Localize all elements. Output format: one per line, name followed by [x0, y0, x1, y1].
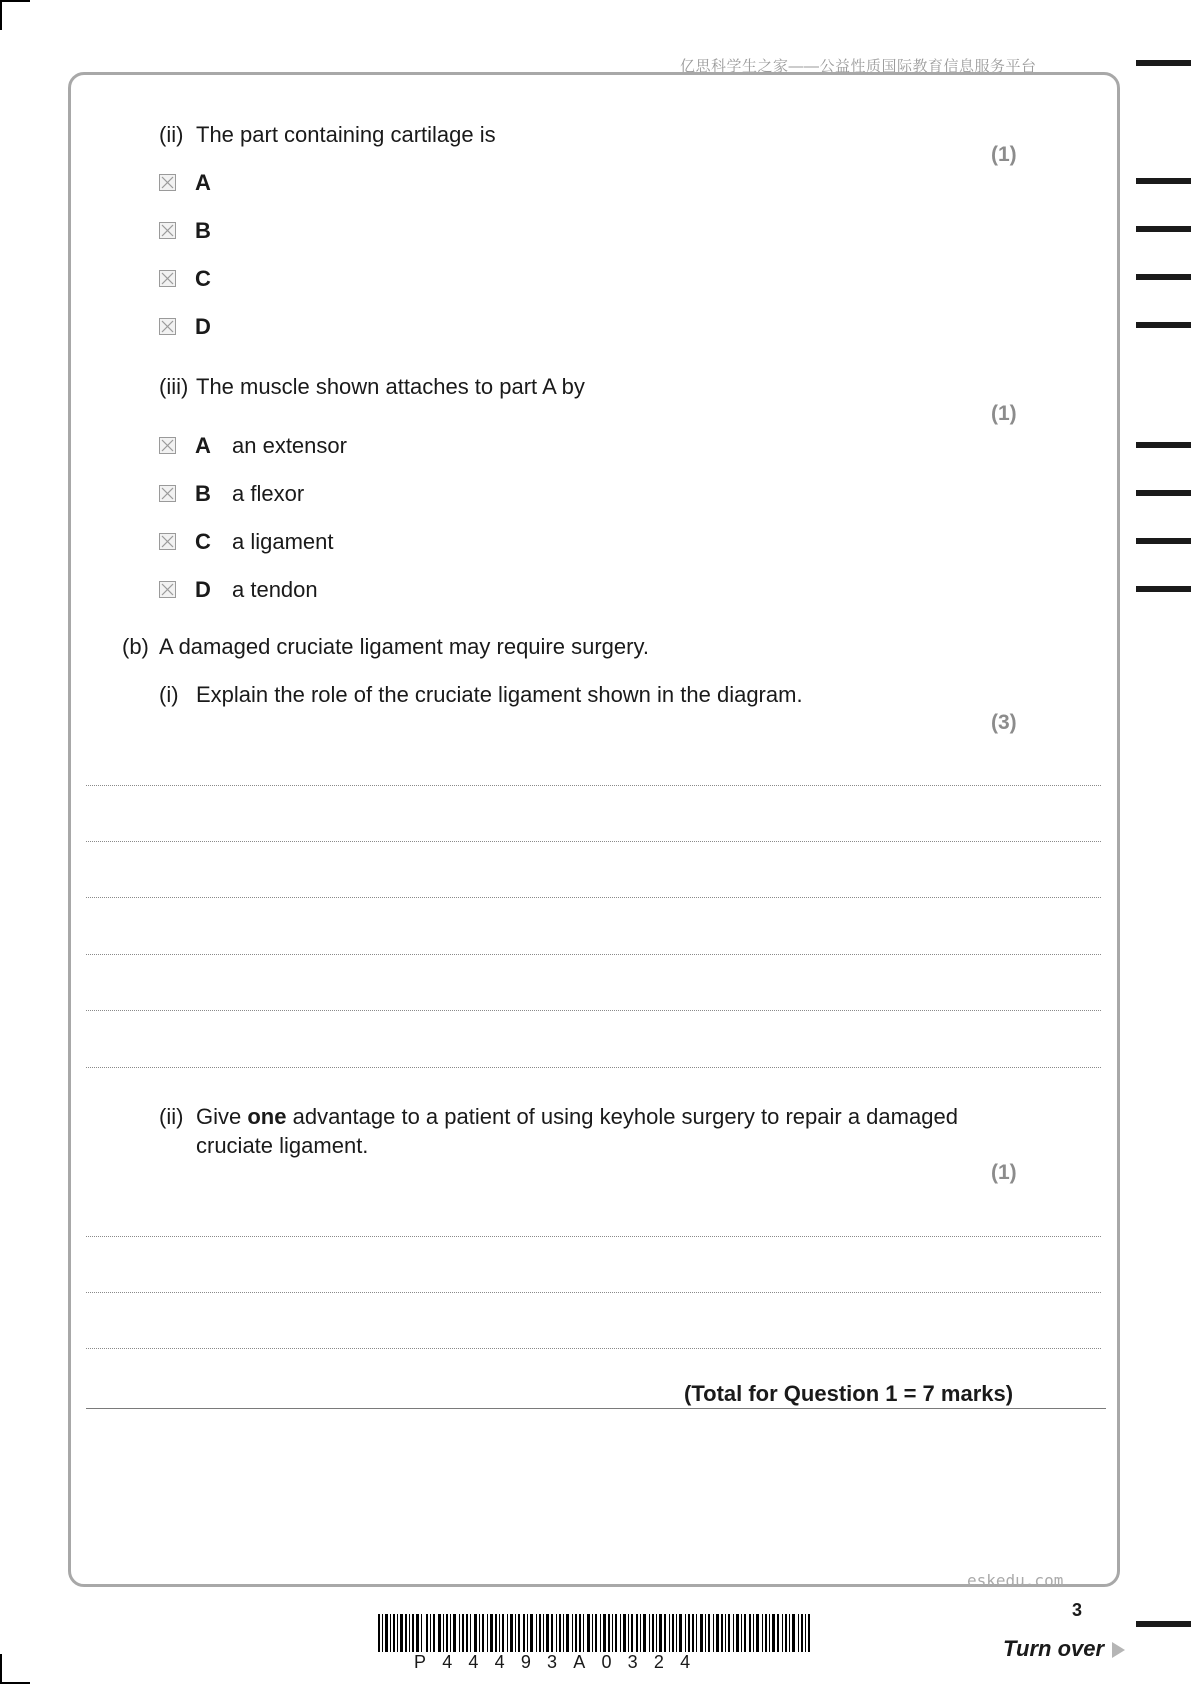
question-ii-text: The part containing cartilage is [196, 122, 496, 147]
cross-icon [160, 534, 175, 549]
option-c-letter: C [195, 529, 211, 554]
total-marks: (Total for Question 1 = 7 marks) [684, 1381, 1014, 1406]
option-b-letter: B [195, 481, 211, 506]
question-b-i-number: (i) [159, 682, 179, 707]
corner-mark-top-left [0, 0, 2, 30]
question-iii-text: The muscle shown attaches to part A by [196, 374, 585, 399]
option-c-checkbox[interactable] [159, 270, 176, 287]
page-number: 3 [1072, 1600, 1083, 1620]
cross-icon [160, 175, 175, 190]
answer-line[interactable] [86, 1292, 1101, 1293]
option-b-text: a flexor [232, 481, 305, 506]
barcode-number: P44493A0324 [414, 1652, 707, 1672]
edge-tick [1136, 274, 1191, 280]
cross-icon [160, 319, 175, 334]
question-b-ii-text-after: advantage to a patient of using keyhole surgery to repair a damaged [286, 1104, 958, 1129]
total-divider [86, 1408, 1106, 1409]
answer-line[interactable] [86, 1067, 1101, 1068]
answer-line[interactable] [86, 841, 1101, 842]
cross-icon [160, 223, 175, 238]
cross-icon [160, 438, 175, 453]
question-frame [68, 72, 1120, 1587]
barcode [378, 1614, 810, 1652]
option-d-text: a tendon [232, 577, 318, 602]
option-b-letter: B [195, 218, 211, 243]
question-b-ii-text-before: Give [196, 1104, 248, 1129]
answer-line[interactable] [86, 897, 1101, 898]
question-b-ii-emphasis: one [247, 1104, 287, 1129]
answer-line[interactable] [86, 954, 1101, 955]
answer-line[interactable] [86, 1348, 1101, 1349]
question-b-text: A damaged cruciate ligament may require surgery. [159, 634, 649, 659]
turn-over-text: Turn over [1003, 1636, 1105, 1661]
answer-line[interactable] [86, 785, 1101, 786]
edge-tick [1136, 538, 1191, 544]
option-d-letter: D [195, 577, 211, 602]
question-b-ii-marks: (1) [991, 1161, 1017, 1184]
option-a-checkbox[interactable] [159, 174, 176, 191]
edge-tick [1136, 322, 1191, 328]
corner-mark-top-left-h [0, 0, 30, 2]
question-b-number: (b) [122, 634, 149, 659]
question-iii-number: (iii) [159, 374, 189, 399]
option-d-checkbox[interactable] [159, 318, 176, 335]
question-ii-number: (ii) [159, 122, 184, 147]
question-b-ii-number: (ii) [159, 1104, 184, 1129]
edge-tick [1136, 490, 1191, 496]
edge-tick [1136, 226, 1191, 232]
option-a-letter: A [195, 170, 211, 195]
question-b-ii-text-line2: cruciate ligament. [196, 1133, 369, 1158]
option-a-letter: A [195, 433, 211, 458]
edge-tick [1136, 178, 1191, 184]
option-c-checkbox[interactable] [159, 533, 176, 550]
option-b-checkbox[interactable] [159, 485, 176, 502]
answer-line[interactable] [86, 1010, 1101, 1011]
option-c-text: a ligament [232, 529, 334, 554]
cross-icon [160, 582, 175, 597]
watermark-top: 亿思科学生之家——公益性质国际教育信息服务平台 [680, 58, 1037, 75]
option-b-checkbox[interactable] [159, 222, 176, 239]
edge-tick [1136, 586, 1191, 592]
option-a-checkbox[interactable] [159, 437, 176, 454]
question-b-i-text: Explain the role of the cruciate ligament shown in the diagram. [196, 682, 803, 707]
watermark-bottom: eskedu.com [967, 1571, 1064, 1590]
option-d-letter: D [195, 314, 211, 339]
cross-icon [160, 486, 175, 501]
question-ii-marks: (1) [991, 143, 1017, 166]
answer-line[interactable] [86, 1236, 1101, 1237]
cross-icon [160, 271, 175, 286]
question-b-i-marks: (3) [991, 711, 1017, 734]
edge-tick [1136, 60, 1191, 66]
option-d-checkbox[interactable] [159, 581, 176, 598]
turn-over-label [1003, 1636, 1126, 1662]
question-iii-marks: (1) [991, 402, 1017, 425]
option-c-letter: C [195, 266, 211, 291]
option-a-text: an extensor [232, 433, 347, 458]
edge-tick [1136, 1621, 1191, 1627]
right-triangle-icon [1110, 1641, 1126, 1659]
edge-tick [1136, 442, 1191, 448]
corner-mark-bottom-left [0, 1654, 2, 1684]
question-b-ii-text [196, 1104, 958, 1130]
